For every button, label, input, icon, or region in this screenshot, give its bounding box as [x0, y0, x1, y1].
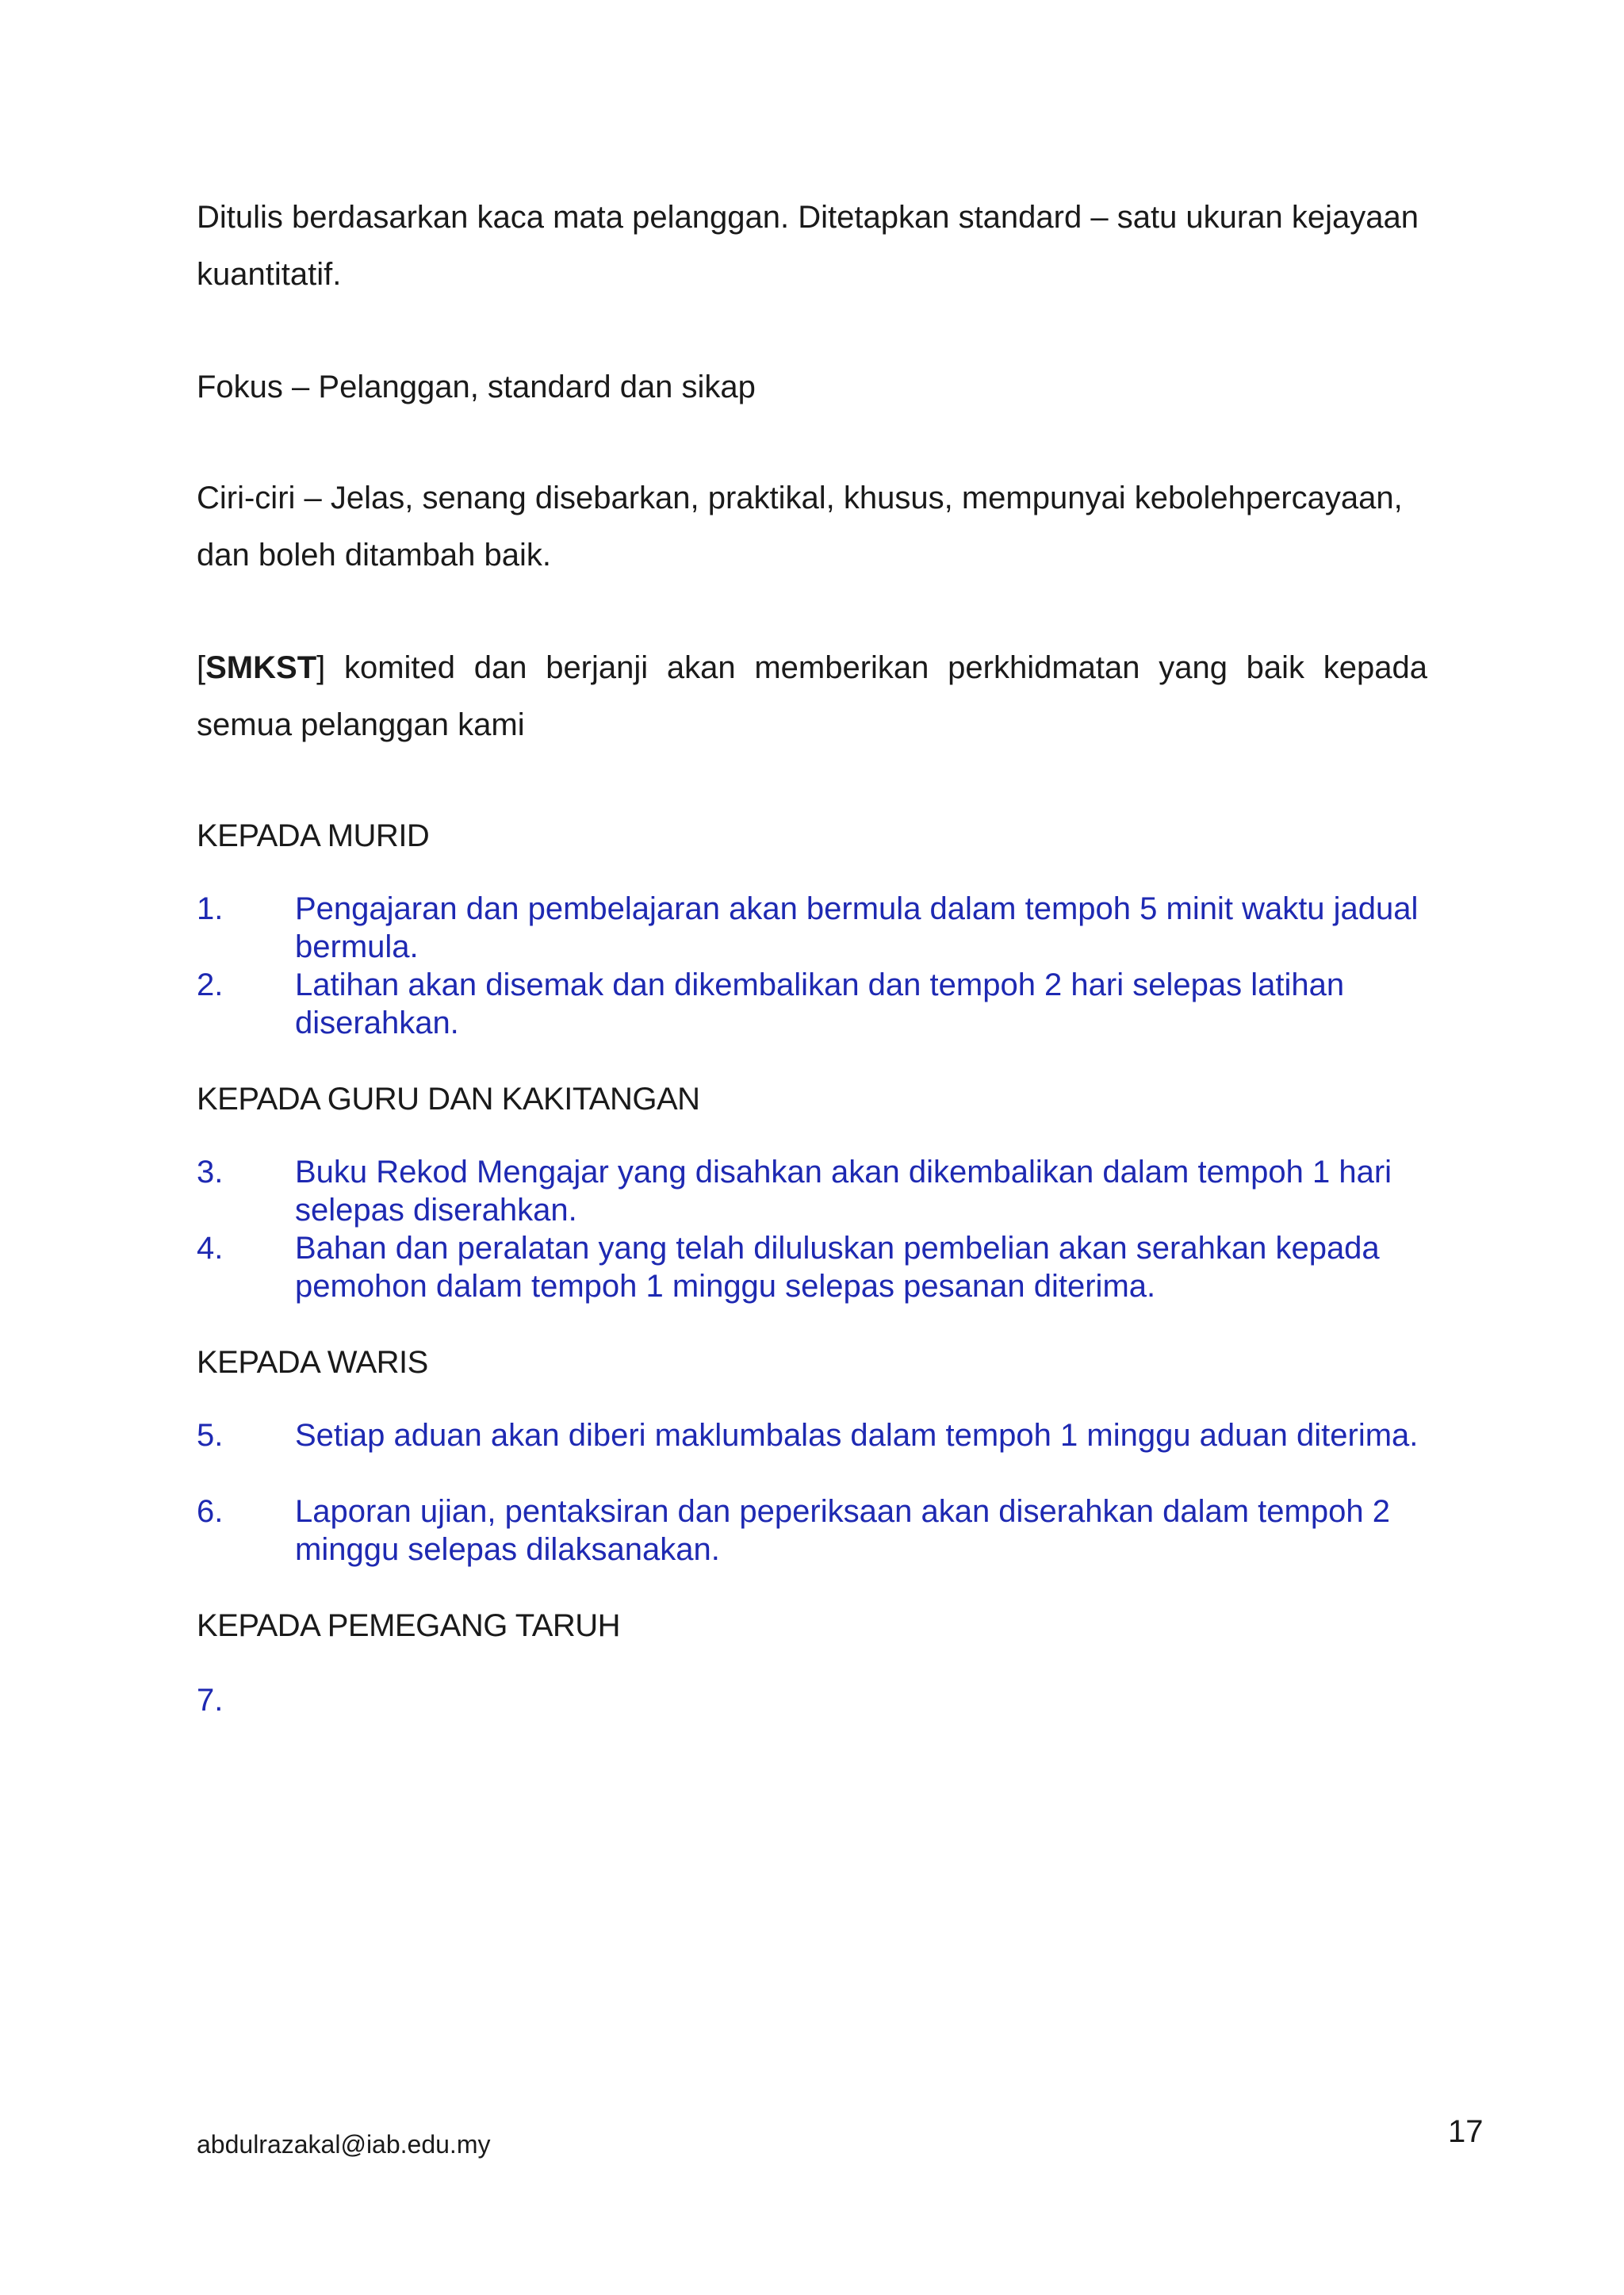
footer-email: abdulrazakal@iab.edu.my: [197, 2130, 491, 2159]
section-heading-murid: KEPADA MURID: [197, 818, 430, 853]
list-item-number: 2.: [197, 967, 224, 1002]
list-item-text: Buku Rekod Mengajar yang disahkan akan dikembalikan dalam tempoh 1 hari selepas diserahkan.: [295, 1155, 1392, 1228]
list-item-text: Setiap aduan akan diberi maklumbalas dalam tempoh 1 minggu aduan diterima.: [295, 1418, 1419, 1453]
list-item-number: 3.: [197, 1155, 224, 1190]
intro-paragraph: Ditulis berdasarkan kaca mata pelanggan. Ditetapkan standard – satu ukuran kejayaan kuantitatif.: [197, 200, 1419, 292]
section-heading-guru: KEPADA GURU DAN KAKITANGAN: [197, 1082, 700, 1117]
list-item-number: 1.: [197, 891, 224, 926]
commitment-paragraph: [197, 639, 1427, 753]
bracket-open: [: [197, 650, 206, 685]
list-item-text: Pengajaran dan pembelajaran akan bermula dalam tempoh 5 minit waktu jadual bermula.: [295, 891, 1419, 964]
list-item-text: Laporan ujian, pentaksiran dan peperiksaan akan diserahkan dalam tempoh 2 minggu selepas dilaksanakan.: [295, 1494, 1390, 1567]
list-item-number: 5.: [197, 1418, 224, 1453]
list-item-text: Latihan akan disemak dan dikembalikan dan tempoh 2 hari selepas latihan diserahkan.: [295, 967, 1345, 1040]
section-heading-waris: KEPADA WARIS: [197, 1345, 428, 1380]
page-number: 17: [1448, 2114, 1484, 2149]
commitment-text: ] komited dan berjanji akan memberikan perkhidmatan yang baik kepada semua pelanggan kami: [197, 650, 1427, 742]
school-code: SMKST: [205, 650, 317, 685]
list-item-number: 4.: [197, 1231, 224, 1266]
characteristics-paragraph: Ciri-ciri – Jelas, senang disebarkan, praktikal, khusus, mempunyai kebolehpercayaan, dan boleh ditambah baik.: [197, 481, 1403, 573]
focus-paragraph: Fokus – Pelanggan, standard dan sikap: [197, 370, 756, 404]
list-item-number: 7.: [197, 1683, 224, 1718]
list-item-text: Bahan dan peralatan yang telah diluluskan pembelian akan serahkan kepada pemohon dalam tempoh 1 minggu selepas pesanan diterima.: [295, 1231, 1380, 1304]
list-item-number: 6.: [197, 1494, 224, 1529]
section-heading-pemegang-taruh: KEPADA PEMEGANG TARUH: [197, 1608, 621, 1643]
